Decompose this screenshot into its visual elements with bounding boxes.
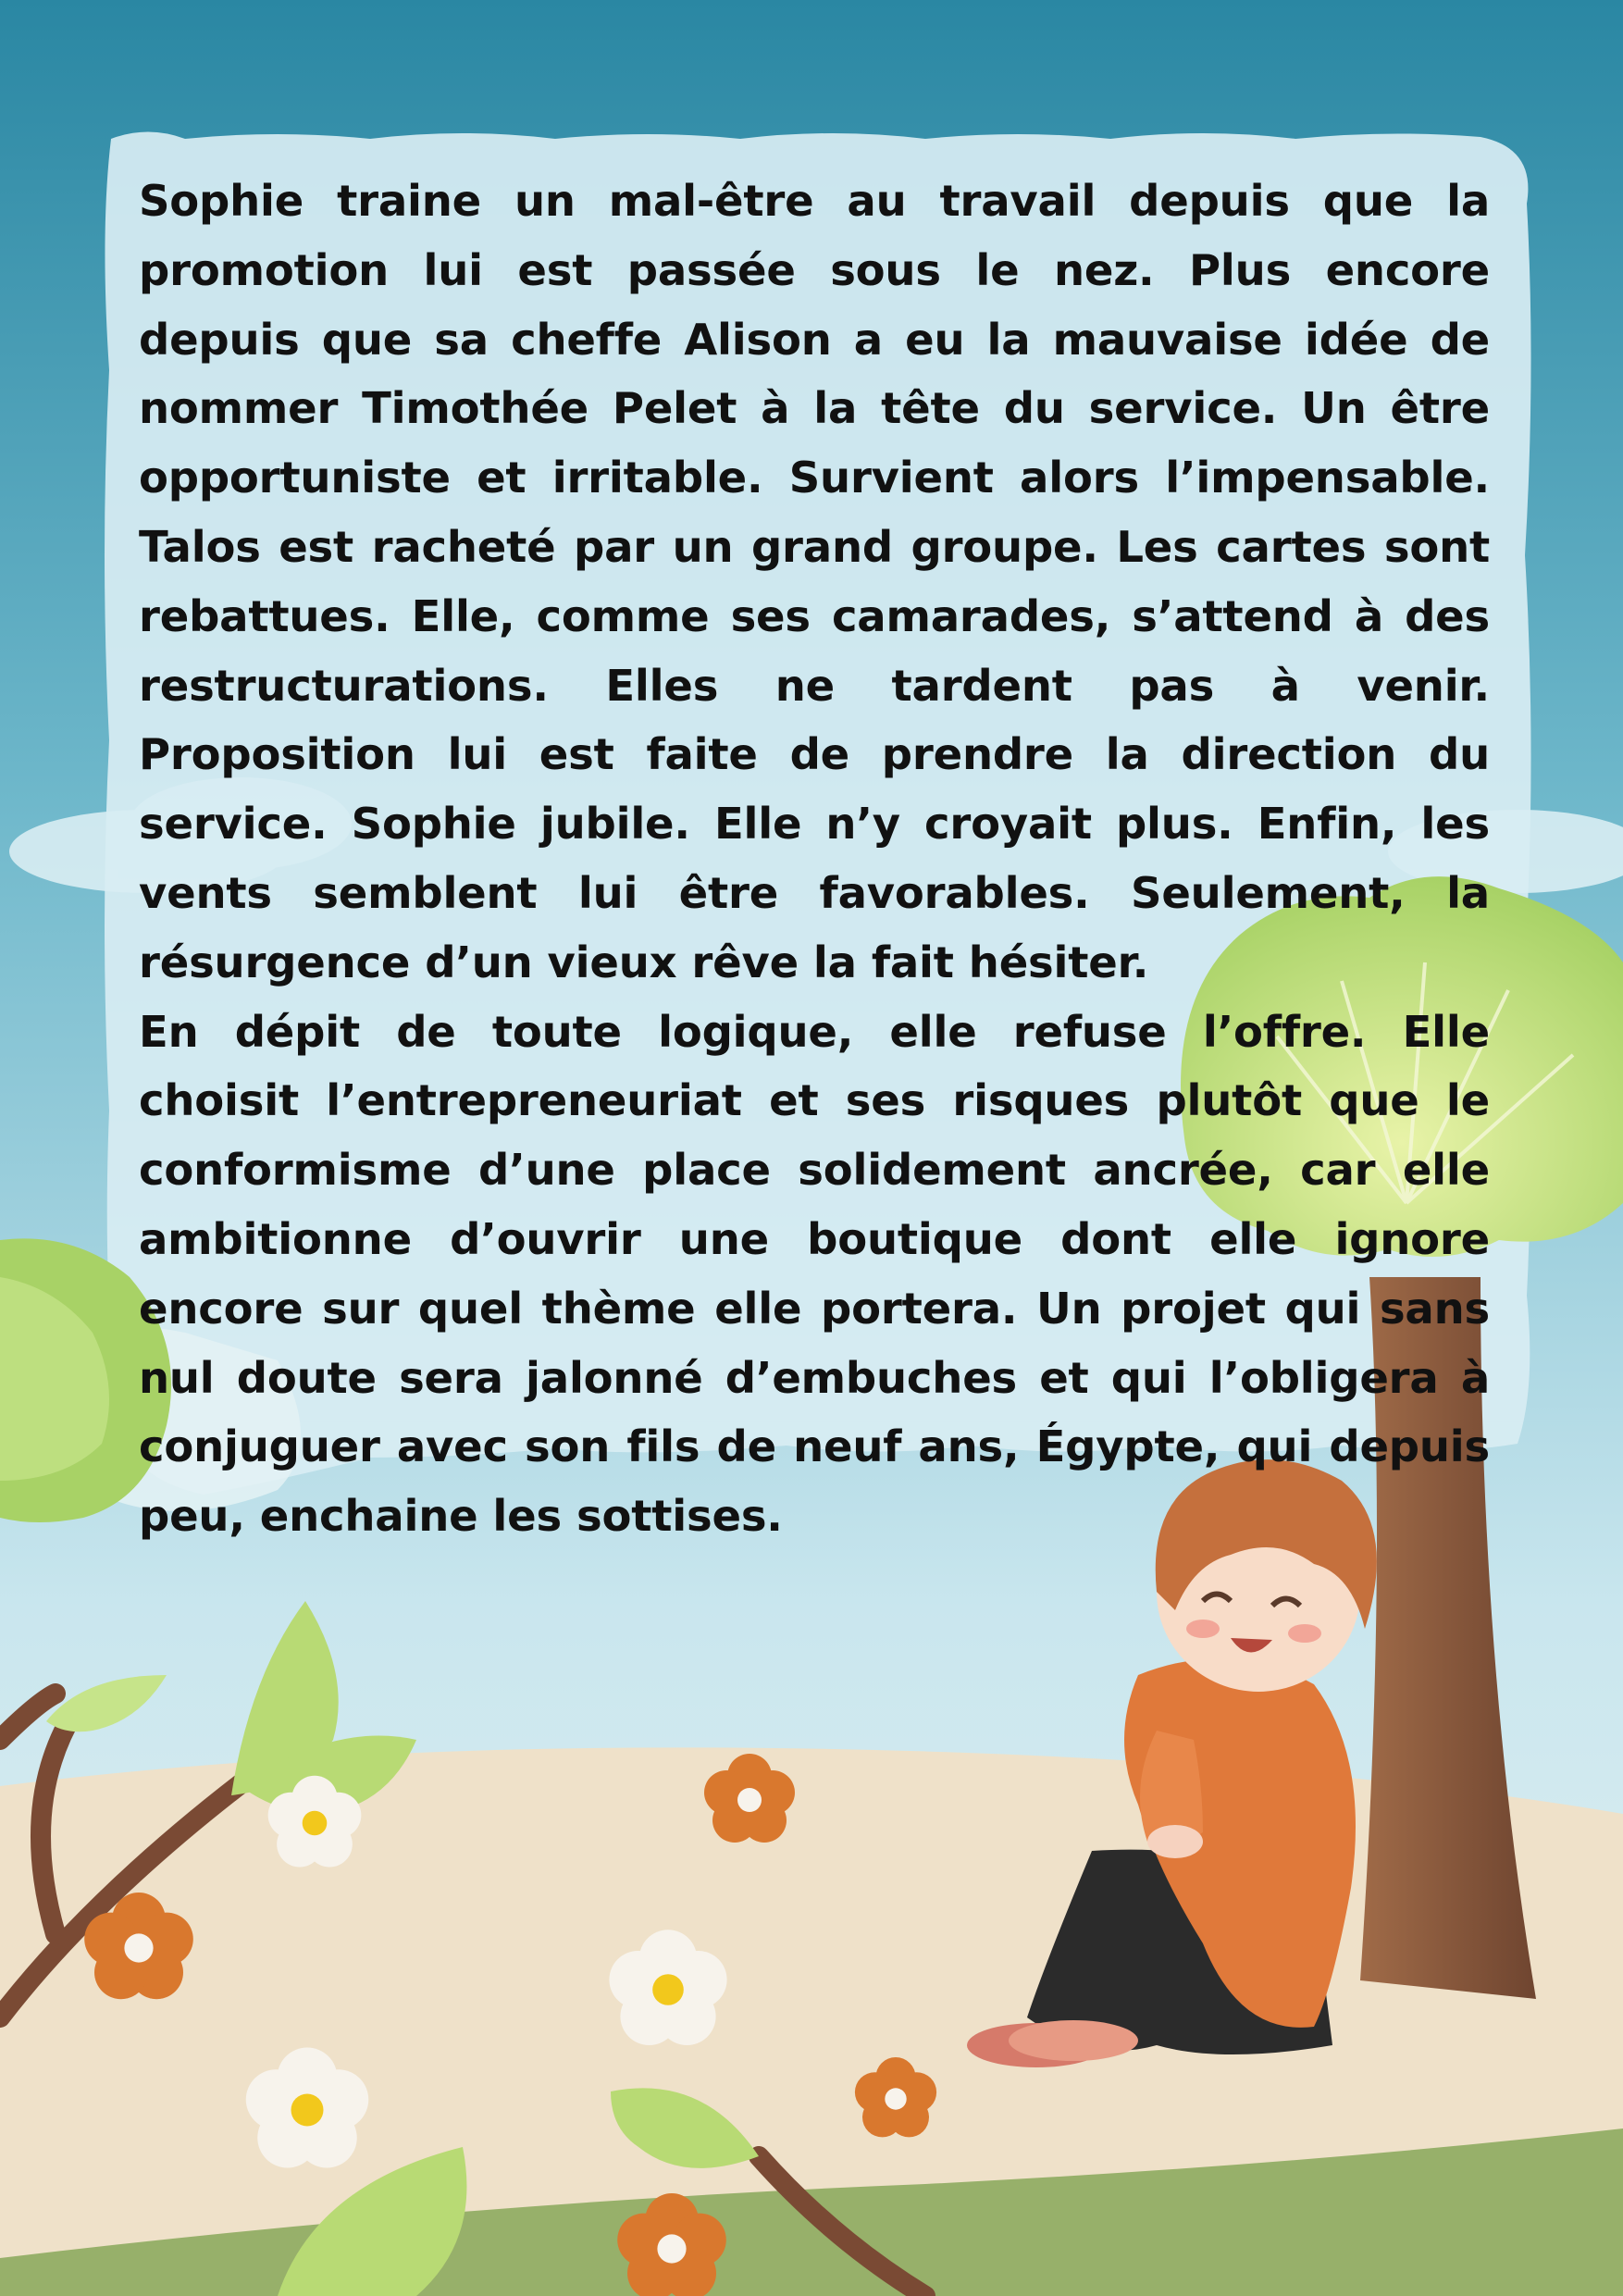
story-text (139, 167, 1490, 1551)
story-paragraph-1: Sophie traine un mal-être au travail depuis que la promotion lui est passée sous le nez. Plus encore depuis que sa cheffe Alison a eu la mauvaise idée de nommer Timothée Pelet à la tête du service. Un être opportuniste et irritable. Survient alors l’impensable. Talos est racheté par un grand groupe. Les cartes sont rebattues. Elle, comme ses camarades, s’attend à des restructurations. Elles ne tardent pas à venir. Proposition lui est faite de prendre la direction du service. Sophie jubile. Elle n’y croyait plus. Enfin, les vents semblent lui être favorables. Seulement, la résurgence d’un vieux rêve la fait hésiter. (139, 176, 1490, 987)
story-paragraph-2: En dépit de toute logique, elle refuse l’offre. Elle choisit l’entrepreneuriat et ses risques plutôt que le conformisme d’une place solidement ancrée, car elle ambitionne d’ouvrir une boutique dont elle ignore encore sur quel thème elle portera. Un projet qui sans nul doute sera jalonné d’embuches et qui l’obligera à conjuguer avec son fils de neuf ans, Égypte, qui depuis peu, enchaine les sottises. (139, 1006, 1490, 1542)
